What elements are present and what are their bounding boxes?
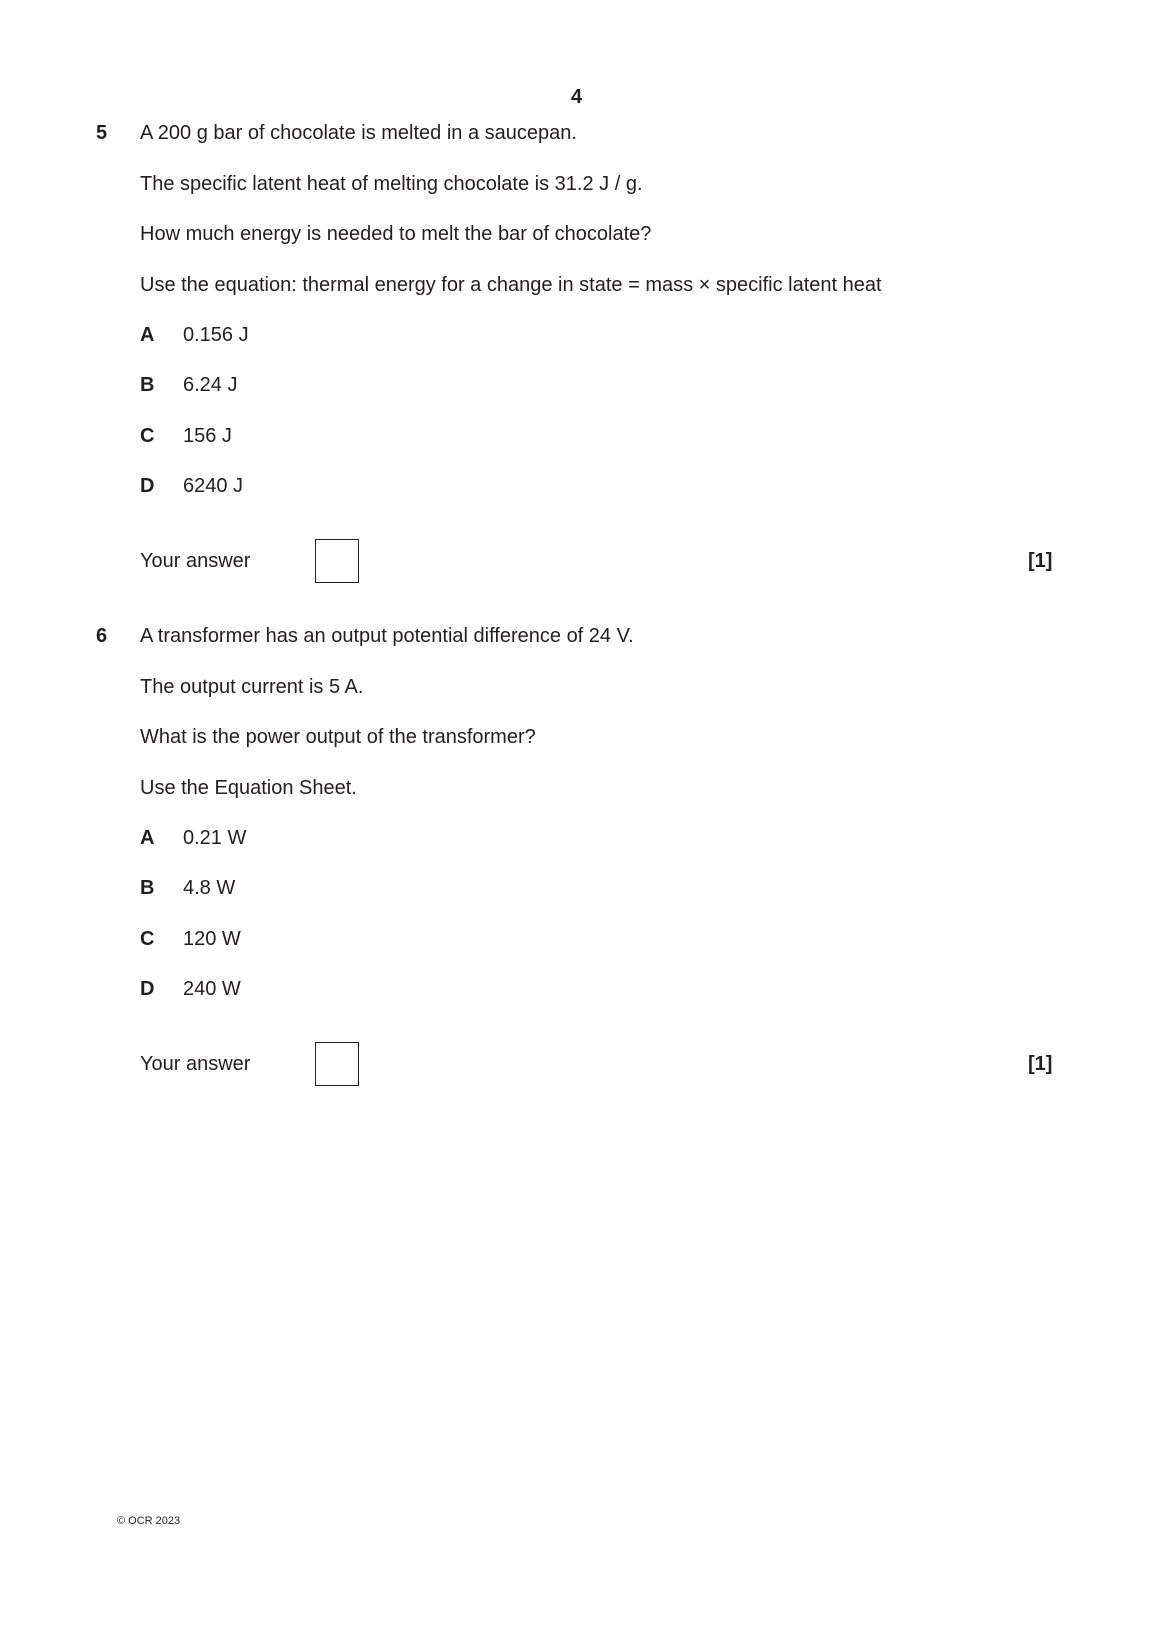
answer-box[interactable] xyxy=(315,1042,359,1086)
answer-label: Your answer xyxy=(140,550,251,572)
option-text: 240 W xyxy=(183,977,241,1000)
question-text: Use the equation: thermal energy for a change in state = mass × specific latent heat xyxy=(140,273,882,296)
page-number: 4 xyxy=(571,86,583,108)
option-text: 156 J xyxy=(183,424,232,447)
question-text: The output current is 5 A. xyxy=(140,675,364,698)
answer-label: Your answer xyxy=(140,1053,251,1075)
question-text: The specific latent heat of melting chocolate is 31.2 J / g. xyxy=(140,172,643,195)
footer-copyright: © OCR 2023 xyxy=(117,1515,181,1527)
question-text: How much energy is needed to melt the bar of chocolate? xyxy=(140,223,652,245)
option-letter: A xyxy=(140,324,155,346)
question-text: A 200 g bar of chocolate is melted in a saucepan. xyxy=(140,122,577,144)
option-text: 4.8 W xyxy=(183,877,236,900)
option-text: 6240 J xyxy=(183,474,244,497)
option-letter: A xyxy=(140,827,155,849)
option-letter: D xyxy=(140,977,155,1000)
option-text: 6.24 J xyxy=(183,374,238,397)
question-number: 6 xyxy=(96,625,108,647)
option-letter: D xyxy=(140,474,155,497)
option-letter: B xyxy=(140,877,155,900)
option-text: 0.156 J xyxy=(183,324,249,346)
question-number: 5 xyxy=(96,122,108,144)
question-text: Use the Equation Sheet. xyxy=(140,776,357,799)
question-text: A transformer has an output potential difference of 24 V. xyxy=(140,625,634,647)
option-letter: B xyxy=(140,374,155,397)
answer-box[interactable] xyxy=(315,539,359,583)
option-text: 0.21 W xyxy=(183,827,247,849)
option-letter: C xyxy=(140,927,155,950)
marks: [1] xyxy=(1028,1053,1053,1075)
option-letter: C xyxy=(140,424,155,447)
option-text: 120 W xyxy=(183,927,241,950)
question-text: What is the power output of the transformer? xyxy=(140,726,536,748)
marks: [1] xyxy=(1028,550,1053,572)
